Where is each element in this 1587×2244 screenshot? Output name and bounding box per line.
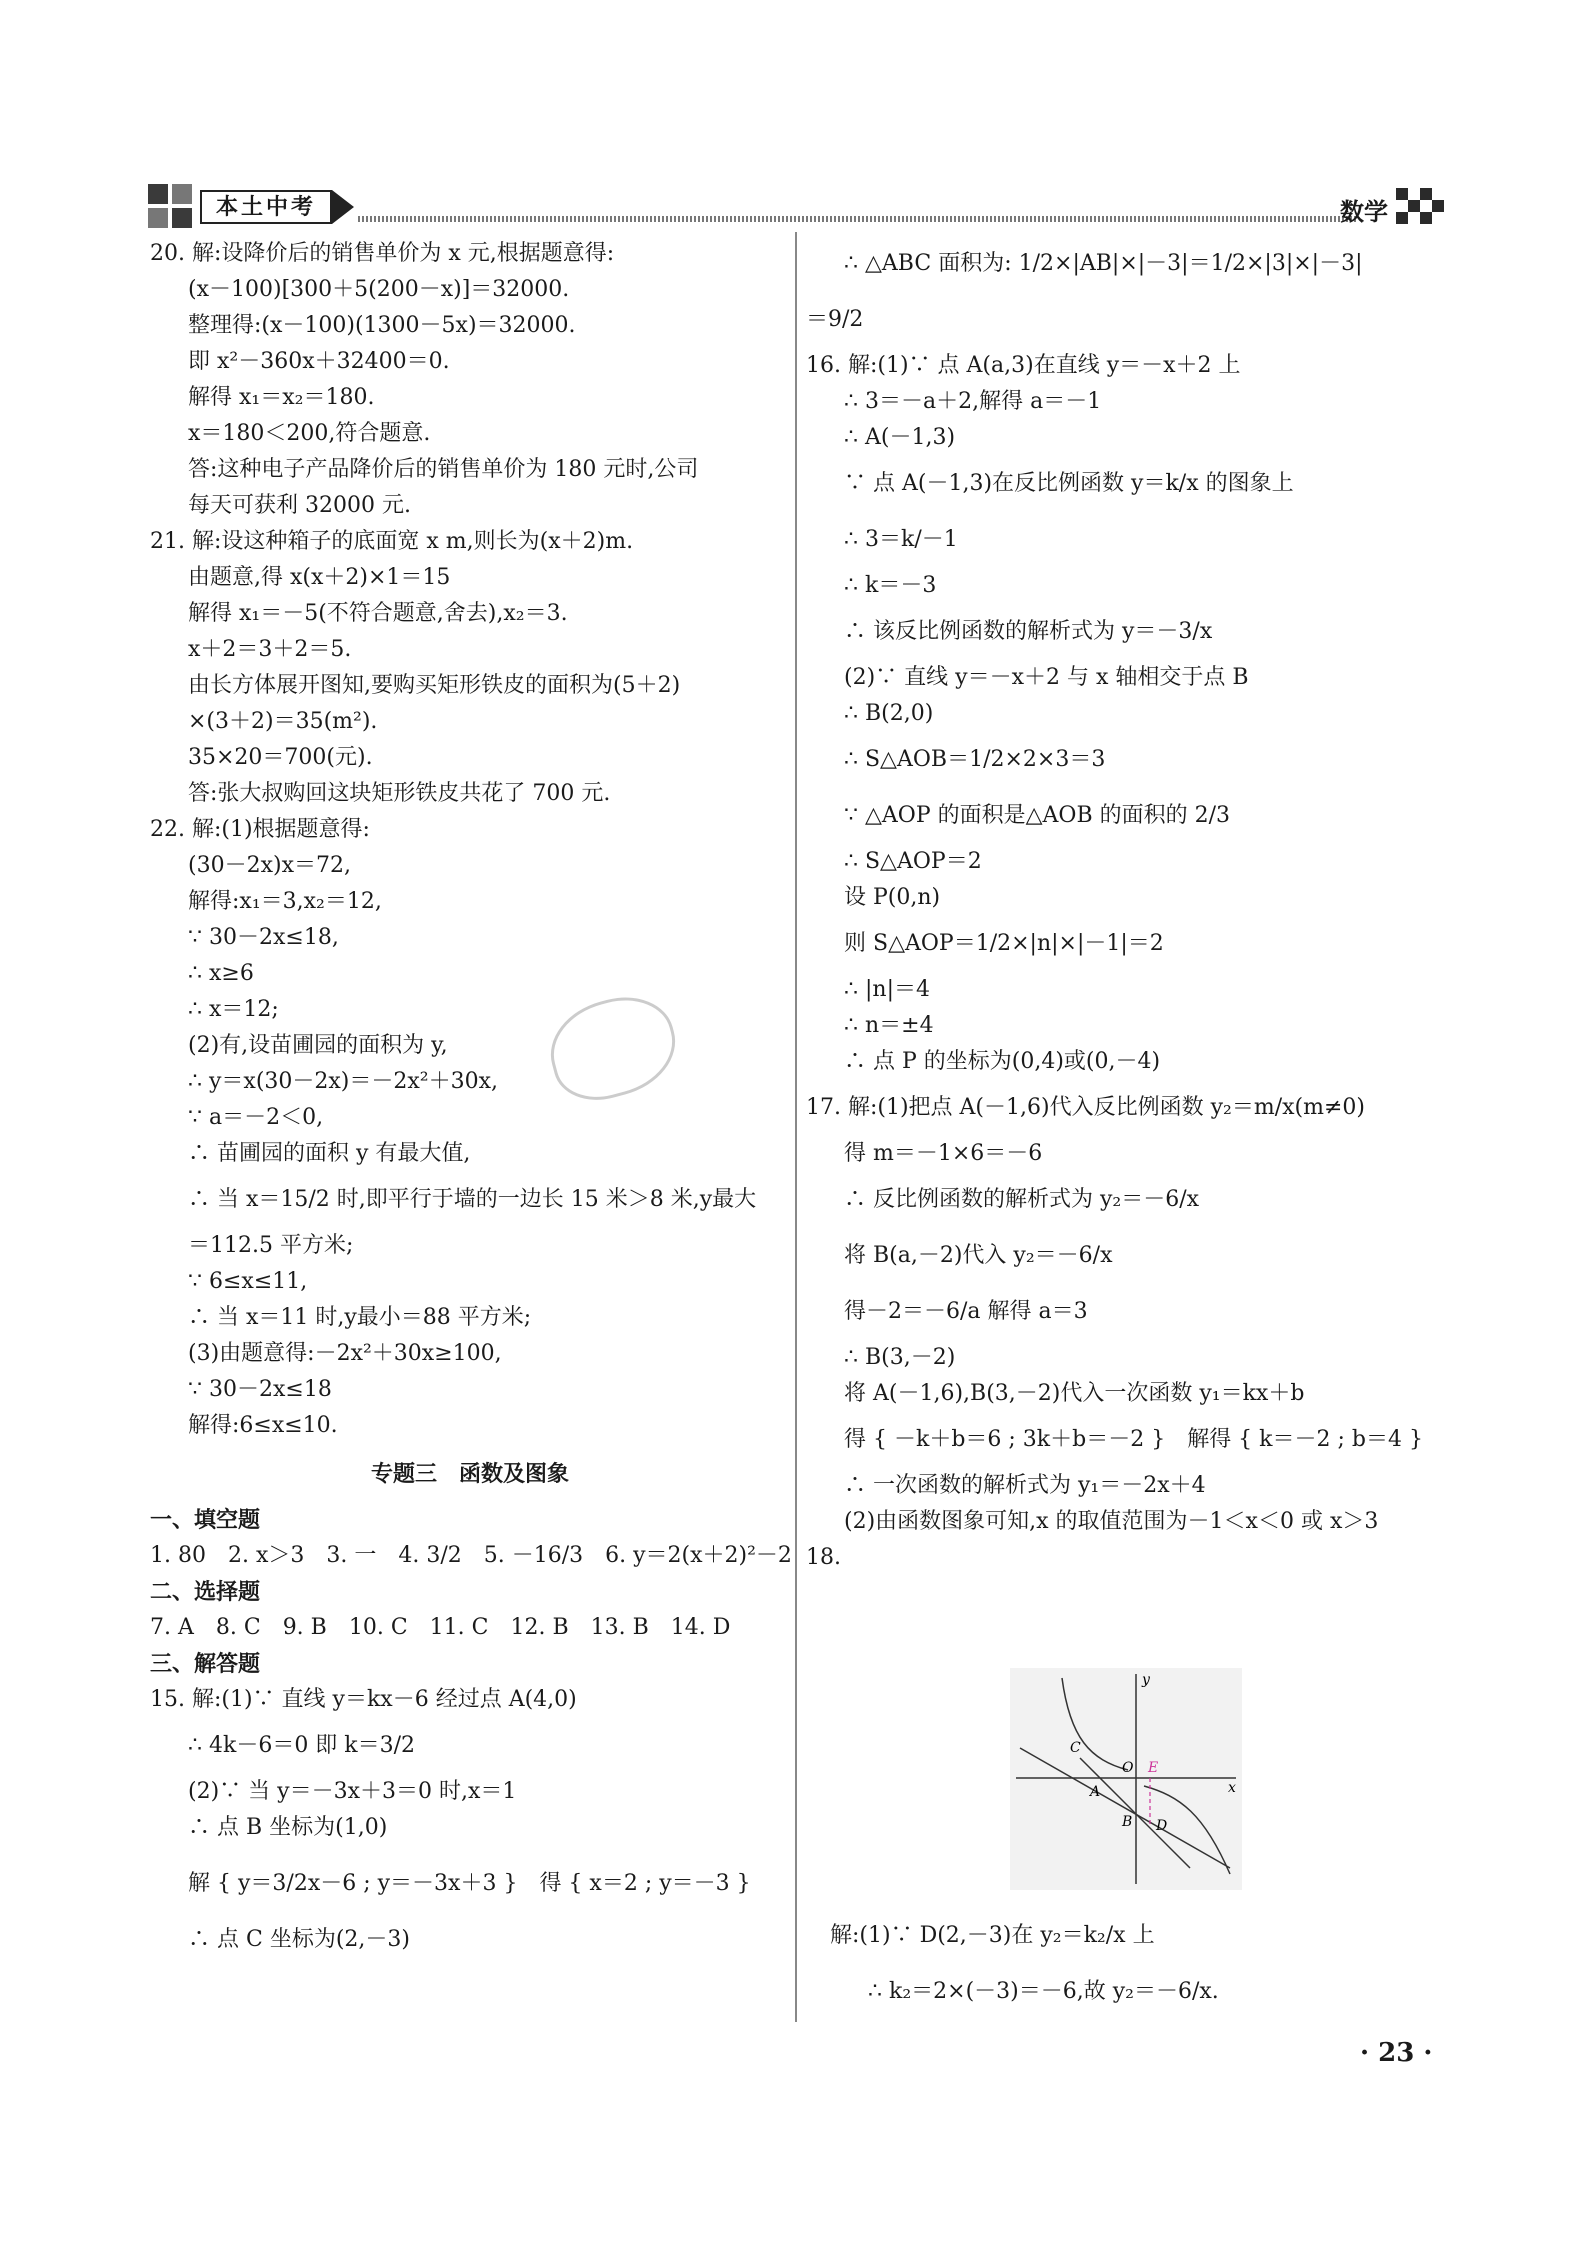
answer-line: ∴ n＝±4 bbox=[844, 1013, 934, 1038]
header-check-pattern bbox=[1396, 188, 1448, 224]
graph-label-c: C bbox=[1070, 1740, 1081, 1756]
answer-line: 18. bbox=[806, 1545, 841, 1570]
answer-line: ＝9/2 bbox=[806, 307, 864, 332]
graph-label-y: y bbox=[1142, 1672, 1150, 1688]
answer-line: 16. 解:(1)∵ 点 A(a,3)在直线 y＝－x＋2 上 bbox=[806, 353, 1241, 378]
answer-line: 得－2＝－6/a 解得 a＝3 bbox=[844, 1299, 1088, 1324]
answer-line: ∴ x＝12; bbox=[188, 997, 279, 1022]
hyperbola-branch-left bbox=[1062, 1678, 1128, 1770]
answer-line: (2)∵ 直线 y＝－x＋2 与 x 轴相交于点 B bbox=[844, 665, 1249, 690]
header-subject: 数学 bbox=[1340, 197, 1388, 226]
answer-line: 35×20＝700(元). bbox=[188, 745, 373, 770]
fill-answers: 1. 80 2. x＞3 3. 一 4. 3/2 5. －16/3 6. y＝2(x＋2)²－2 bbox=[150, 1543, 792, 1568]
answer-line: (x－100)[300＋5(200－x)]＝32000. bbox=[188, 277, 570, 302]
column-divider bbox=[795, 232, 797, 2022]
answer-line: ∴ S△AOP＝2 bbox=[844, 849, 982, 874]
graph-label-a: A bbox=[1090, 1784, 1101, 1800]
straight-line-2 bbox=[1080, 1758, 1190, 1868]
answer-line: ∴ B(3,－2) bbox=[844, 1345, 956, 1370]
answer-line: ∴ 反比例函数的解析式为 y₂＝－6/x bbox=[844, 1187, 1200, 1212]
answer-line: ∵ a＝－2＜0, bbox=[188, 1105, 324, 1130]
answer-line: 每天可获利 32000 元. bbox=[188, 493, 411, 518]
answer-line: ∵ △AOP 的面积是△AOB 的面积的 2/3 bbox=[844, 803, 1231, 828]
answer-line: 解得 x₁＝x₂＝180. bbox=[188, 385, 375, 410]
answer-line: ∴ S△AOB＝1/2×2×3＝3 bbox=[844, 747, 1106, 772]
answer-line: 15. 解:(1)∵ 直线 y＝kx－6 经过点 A(4,0) bbox=[150, 1687, 577, 1712]
choice-answers: 7. A 8. C 9. B 10. C 11. C 12. B 13. B 14. D bbox=[150, 1615, 731, 1640]
answer-line: ∴ |n|＝4 bbox=[844, 977, 930, 1002]
answer-line: ∴ 苗圃园的面积 y 有最大值, bbox=[188, 1141, 471, 1166]
answer-line: ∴ 点 B 坐标为(1,0) bbox=[188, 1815, 388, 1840]
answer-line: 答:张大叔购回这块矩形铁皮共花了 700 元. bbox=[188, 781, 611, 806]
answer-line: 由长方体展开图知,要购买矩形铁皮的面积为(5＋2) bbox=[188, 673, 681, 698]
answer-line: 22. 解:(1)根据题意得: bbox=[150, 817, 370, 842]
answer-line: (30－2x)x＝72, bbox=[188, 853, 351, 878]
answer-line: ∴ 该反比例函数的解析式为 y＝－3/x bbox=[844, 619, 1213, 644]
answer-line: ∴ 点 C 坐标为(2,－3) bbox=[188, 1927, 410, 1952]
answer-line: 即 x²－360x＋32400＝0. bbox=[188, 349, 450, 374]
graph-label-d: D bbox=[1156, 1818, 1168, 1834]
answer-line: 答:这种电子产品降价后的销售单价为 180 元时,公司 bbox=[188, 457, 699, 482]
answer-line: ∴ 当 x＝11 时,y最小＝88 平方米; bbox=[188, 1305, 532, 1330]
answer-line: ∴ 4k－6＝0 即 k＝3/2 bbox=[188, 1733, 416, 1758]
answer-line: 将 B(a,－2)代入 y₂＝－6/x bbox=[844, 1243, 1113, 1268]
answer-line: 20. 解:设降价后的销售单价为 x 元,根据题意得: bbox=[150, 241, 615, 266]
answer-line: x＝180＜200,符合题意. bbox=[188, 421, 431, 446]
function-graph bbox=[1010, 1668, 1242, 1890]
page-number: · 23 · bbox=[1360, 2038, 1433, 2068]
left-column bbox=[150, 236, 790, 1958]
solve-heading: 三、解答题 bbox=[150, 1651, 261, 1677]
header-rule bbox=[358, 216, 1358, 222]
graph-label-o: O bbox=[1122, 1760, 1134, 1776]
answer-line: 整理得:(x－100)(1300－5x)＝32000. bbox=[188, 313, 576, 338]
answer-line: ＝112.5 平方米; bbox=[188, 1233, 354, 1258]
answer-line: ∴ k₂＝2×(－3)＝－6,故 y₂＝－6/x. bbox=[868, 1979, 1219, 2004]
answer-line: 得 { －k＋b＝6 ; 3k＋b＝－2 } 解得 { k＝－2 ; b＝4 } bbox=[844, 1427, 1423, 1452]
answer-line: 解:(1)∵ D(2,－3)在 y₂＝k₂/x 上 bbox=[830, 1923, 1155, 1948]
answer-line: ∵ 30－2x≤18 bbox=[188, 1377, 332, 1402]
answer-line: 得 m＝－1×6＝－6 bbox=[844, 1141, 1043, 1166]
answer-line: ∴ 3＝k/－1 bbox=[844, 527, 958, 552]
page-header bbox=[148, 184, 1448, 230]
answer-line: ∴ 当 x＝15/2 时,即平行于墙的一边长 15 米＞8 米,y最大 bbox=[188, 1187, 757, 1212]
section-title: 专题三 函数及图象 bbox=[370, 1461, 569, 1487]
answer-line: ∴ y＝x(30－2x)＝－2x²＋30x, bbox=[188, 1069, 499, 1094]
right-column bbox=[806, 236, 1456, 1576]
answer-line: 则 S△AOP＝1/2×|n|×|－1|＝2 bbox=[844, 931, 1164, 956]
answer-line: ∴ B(2,0) bbox=[844, 701, 934, 726]
answer-line: ×(3＋2)＝35(m²). bbox=[188, 709, 378, 734]
answer-line: (2)∵ 当 y＝－3x＋3＝0 时,x＝1 bbox=[188, 1779, 517, 1804]
graph-label-e: E bbox=[1148, 1760, 1159, 1776]
answer-line: ∴ 点 P 的坐标为(0,4)或(0,－4) bbox=[844, 1049, 1161, 1074]
header-logo-squares bbox=[148, 184, 196, 228]
answer-line: ∴ A(－1,3) bbox=[844, 425, 956, 450]
answer-line: (3)由题意得:－2x²＋30x≥100, bbox=[188, 1341, 502, 1366]
answer-line: x＋2＝3＋2＝5. bbox=[188, 637, 352, 662]
fill-heading: 一、填空题 bbox=[150, 1507, 261, 1533]
right-tail bbox=[830, 1908, 1450, 2020]
answer-line: ∴ k＝－3 bbox=[844, 573, 937, 598]
answer-line: 解 { y＝3/2x－6 ; y＝－3x＋3 } 得 { x＝2 ; y＝－3 } bbox=[188, 1871, 751, 1896]
answer-line: ∵ 30－2x≤18, bbox=[188, 925, 339, 950]
answer-line: 由题意,得 x(x＋2)×1＝15 bbox=[188, 565, 451, 590]
answer-line: ∴ 3＝－a＋2,解得 a＝－1 bbox=[844, 389, 1102, 414]
graph-label-b: B bbox=[1122, 1814, 1133, 1830]
answer-line: 将 A(－1,6),B(3,－2)代入一次函数 y₁＝kx＋b bbox=[844, 1381, 1305, 1406]
answer-line: ∴ x≥6 bbox=[188, 961, 254, 986]
graph-label-x: x bbox=[1228, 1780, 1236, 1796]
answer-line: ∴ 一次函数的解析式为 y₁＝－2x＋4 bbox=[844, 1473, 1206, 1498]
answer-line: 解得 x₁＝－5(不符合题意,舍去),x₂＝3. bbox=[188, 601, 568, 626]
choice-heading: 二、选择题 bbox=[150, 1579, 261, 1605]
answer-line: 21. 解:设这种箱子的底面宽 x m,则长为(x＋2)m. bbox=[150, 529, 634, 554]
answer-line: 设 P(0,n) bbox=[844, 885, 941, 910]
answer-line: ∴ △ABC 面积为: 1/2×|AB|×|－3|＝1/2×|3|×|－3| bbox=[844, 251, 1363, 276]
graph-svg bbox=[1010, 1668, 1242, 1890]
answer-line: ∵ 6≤x≤11, bbox=[188, 1269, 308, 1294]
header-series-tab: 本土中考 bbox=[200, 190, 332, 224]
answer-line: 解得:6≤x≤10. bbox=[188, 1413, 338, 1438]
answer-line: (2)有,设苗圃园的面积为 y, bbox=[188, 1033, 448, 1058]
answer-line: (2)由函数图象可知,x 的取值范围为－1＜x＜0 或 x＞3 bbox=[844, 1509, 1379, 1534]
answer-line: ∵ 点 A(－1,3)在反比例函数 y＝k/x 的图象上 bbox=[844, 471, 1294, 496]
answer-line: 17. 解:(1)把点 A(－1,6)代入反比例函数 y₂＝m/x(m≠0) bbox=[806, 1095, 1365, 1120]
answer-line: 解得:x₁＝3,x₂＝12, bbox=[188, 889, 382, 914]
